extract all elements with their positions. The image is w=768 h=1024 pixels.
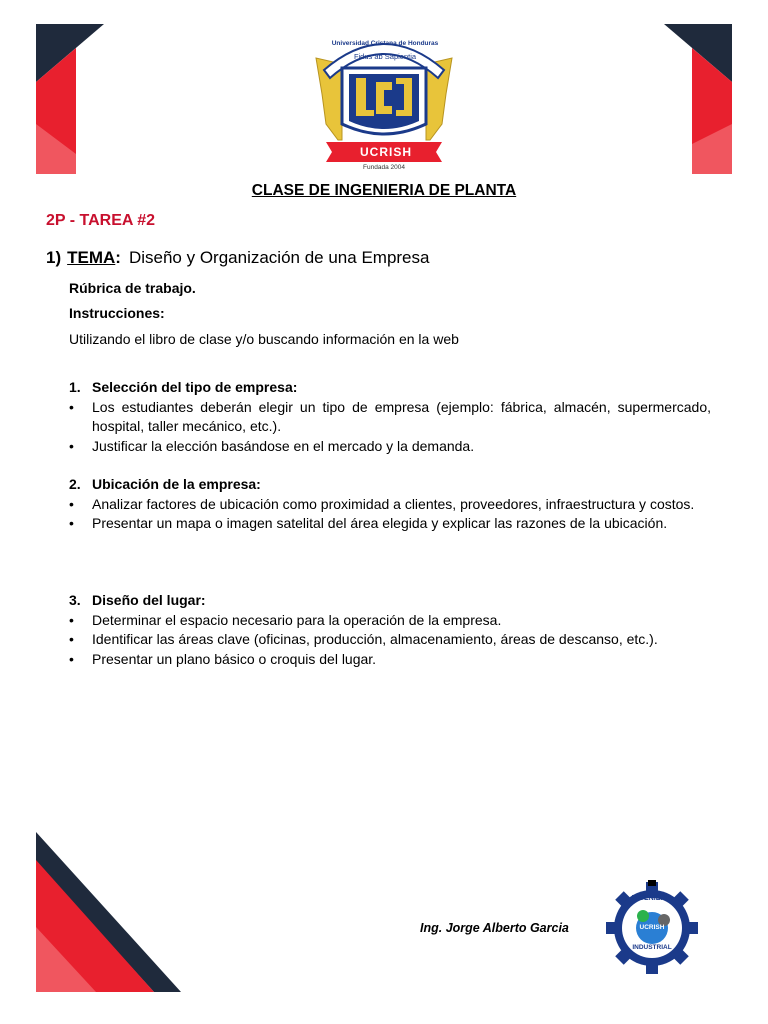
section-title: Selección del tipo de empresa: bbox=[92, 379, 298, 395]
logo-motto: Fidus ab Sapientia bbox=[353, 52, 417, 61]
topic-line bbox=[46, 248, 429, 268]
section-title: Ubicación de la empresa: bbox=[92, 476, 261, 492]
assignment-label: 2P - TAREA #2 bbox=[46, 212, 156, 229]
list-item-text: Identificar las áreas clave (oficinas, producción, almacenamiento, áreas de descanso, etc.). bbox=[92, 631, 658, 647]
section-heading bbox=[69, 591, 711, 611]
badge-bottom-text: INDUSTRIAL bbox=[632, 944, 672, 951]
section-1 bbox=[69, 378, 711, 456]
topic-colon: : bbox=[115, 248, 121, 267]
section-2 bbox=[69, 475, 711, 534]
section-number: 3. bbox=[69, 592, 81, 608]
rubric-label: Rúbrica de trabajo. bbox=[69, 280, 196, 296]
instructions-text: Utilizando el libro de clase y/o buscando información en la web bbox=[69, 331, 459, 347]
list-item-text: Presentar un mapa o imagen satelital del área elegida y explicar las razones de la ubicación. bbox=[92, 515, 668, 531]
topic-label: TEMA bbox=[67, 248, 116, 267]
list-item bbox=[69, 398, 711, 437]
section-title: Diseño del lugar: bbox=[92, 592, 206, 608]
list-item bbox=[69, 514, 711, 534]
list-item bbox=[69, 437, 711, 457]
list-item bbox=[69, 650, 711, 670]
page-title: CLASE DE INGENIERIA DE PLANTA bbox=[251, 182, 517, 199]
logo-founded-text: Fundada 2004 bbox=[363, 164, 405, 171]
instructions-label: Instrucciones: bbox=[69, 305, 165, 321]
list-item-text: Los estudiantes deberán elegir un tipo de empresa (ejemplo: fábrica, almacén, supermercado, hospital, taller mecánico, etc.). bbox=[92, 398, 711, 434]
list-item bbox=[69, 611, 711, 631]
list-item bbox=[69, 495, 711, 515]
topic-text: Diseño y Organización de una Empresa bbox=[128, 248, 430, 267]
section-heading bbox=[69, 475, 711, 495]
bullet-icon: • bbox=[69, 650, 74, 667]
list-item-text: Analizar factores de ubicación como proximidad a clientes, proveedores, infraestructura y costos. bbox=[92, 495, 695, 512]
list-item bbox=[69, 630, 711, 650]
bullet-icon: • bbox=[69, 611, 74, 628]
section-3 bbox=[69, 591, 711, 669]
bullet-icon: • bbox=[69, 631, 74, 647]
topic-number: 1) bbox=[46, 248, 62, 267]
badge-center-text: UCRISH bbox=[639, 924, 665, 931]
bottom-left-corner-decoration bbox=[36, 832, 186, 994]
bullet-icon: • bbox=[69, 495, 74, 512]
top-right-corner-decoration bbox=[662, 24, 732, 174]
bullet-icon: • bbox=[69, 515, 74, 531]
top-left-corner-decoration bbox=[36, 24, 106, 174]
logo-banner-text: UCRISH bbox=[359, 145, 412, 159]
logo-arc-text: Universidad Cristana de Honduras bbox=[331, 40, 439, 47]
bullet-icon: • bbox=[69, 398, 74, 415]
badge-top-text: INGENIERIA bbox=[631, 895, 673, 902]
section-number: 2. bbox=[69, 476, 81, 492]
list-item-text: Determinar el espacio necesario para la operación de la empresa. bbox=[92, 611, 502, 628]
list-item-text: Justificar la elección basándose en el mercado y la demanda. bbox=[92, 437, 475, 454]
section-heading bbox=[69, 378, 711, 398]
list-item-text: Presentar un plano básico o croquis del lugar. bbox=[92, 650, 377, 667]
signature: Ing. Jorge Alberto Garcia bbox=[420, 921, 569, 935]
section-number: 1. bbox=[69, 379, 81, 395]
bullet-icon: • bbox=[69, 437, 74, 454]
